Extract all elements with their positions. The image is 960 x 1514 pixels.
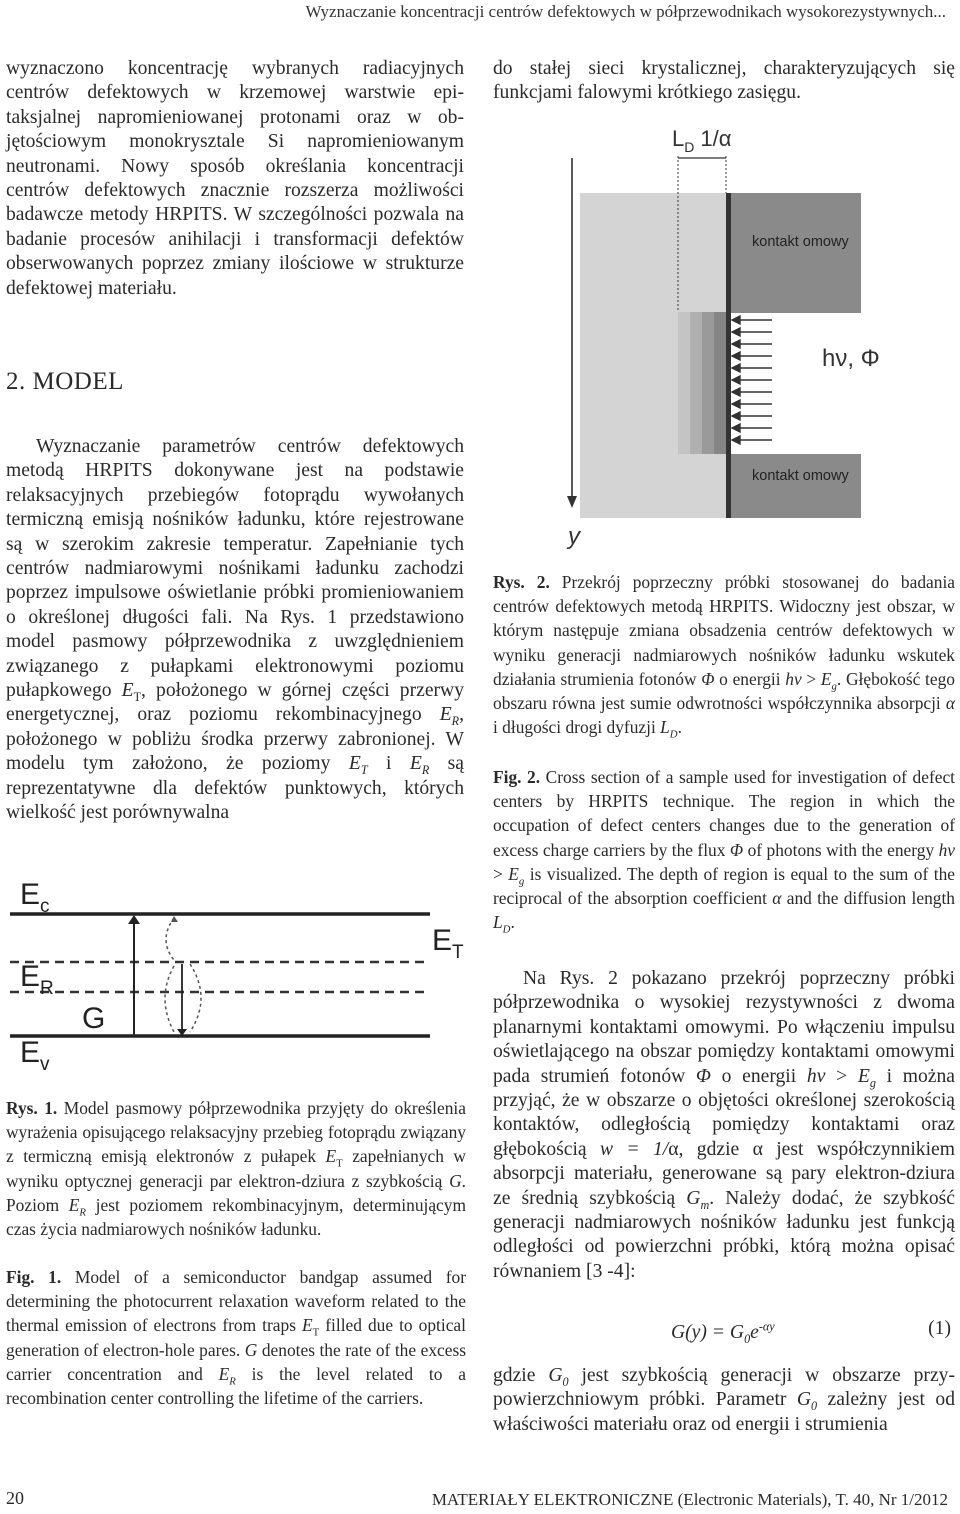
- emission-path-left: [166, 918, 174, 960]
- ec-label: $E_c$: [20, 880, 50, 917]
- left-intro-paragraph: wyznaczono koncentrację wybranych radiacyjnych centrów defektowych w krzemowej warstwie epitaksjalnej napromieniowanej protonami oraz w objętościowym monokrysztale Si napromieniowanym neutronami. Nowy sposób określania koncentracji centrów defektowych znacznie rozszerza możliwości badawcze metody HRPITS. W szczególności pozwala na badanie procesów anihilacji i transformacji defektów obserwowanych poprzez zmiany ilościowe w strukturze defektowej materiału.: [6, 58, 464, 299]
- emission-path-right: [190, 964, 201, 1032]
- et-label: $E_T$: [432, 924, 464, 963]
- right-paragraph-2: Na Rys. 2 pokazano przekrój poprzeczny próbki półprzewodnika o wysokiej rezystywności z dwoma planarnymi kontaktami omowymi. Po włączeniu impulsu oświetlającego na obszar pomiędzy kontaktami omowymi pada strumień fotonów Φ o energii $h\nu > E_g$ i można przyjąć, że w obszarze o objętości określonej szerokością kontaktów, odległością pomiędzy kontaktami oraz głębokością w = 1/α, gdzie α jest współczynnikiem absorpcji materiału, generowane są pary elektron-dziura ze średnią szybkością $G_m$. Należy dodać, że szybkość generacji nadmiarowych nośników ładunku jest funkcją odległości od powierzchni próbki, którą można opisać równaniem [3 -4]:: [493, 968, 955, 1282]
- equation-body: $G(y) = G_0e^{-\alpha y}$: [671, 1319, 775, 1346]
- right-intro-paragraph: do stałej sieci krystalicznej, charakteryzujących się funkcjami falowymi krótkiego zasięgu.: [493, 58, 955, 104]
- photon-arrows: [732, 316, 772, 444]
- fig1-caption-pl: Rys. 1. Model pasmowy półprzewodnika przyjęty do określenia wyrażenia opisującego relaksacyjny przebieg fotoprądu związany z termiczną emisją elektronów z pułapek $E_T$ zapełnianych w wyniku optycznej generacji par elektron-dziura z szybkością G. Poziom $E_R$ jest poziomem rekombinacyjnym, determinującym czas życia nadmiarowych nośników ładunku.: [6, 1098, 467, 1240]
- generation-arrowhead: [128, 915, 140, 924]
- right-paragraph-3: gdzie $G_0$ jest szybkością generacji w obszarze przypowierzchniowym próbki. Parametr $G_0$ zależny jest od właściwości materiału oraz od energii i strumienia: [493, 1365, 956, 1435]
- band-diagram-figure: [6, 880, 476, 1080]
- fig1-caption-en: Fig. 1. Model of a semiconductor bandgap assumed for determining the photocurrent relaxation waveform related to the thermal emission of electrons from traps $E_T$ filled due to optical generation of electron-hole pares. G denotes the rate of the excess carrier concentration and $E_R$ is the level related to a recombination center controlling the lifetime of the carriers.: [6, 1267, 466, 1409]
- top-contact-label: kontakt omowy: [752, 234, 849, 250]
- illuminated-region-4: [714, 312, 726, 454]
- y-axis-label: y: [568, 523, 580, 550]
- er-label: $E_R$: [20, 960, 54, 999]
- running-header: Wyznaczanie koncentracji centrów defektowych w półprzewodnikach wysokorezystywnych...: [305, 2, 946, 21]
- journal-footer: MATERIAŁY ELEKTRONICZNE (Electronic Materials), T. 40, Nr 1/2012: [431, 1490, 948, 1509]
- equation-number: (1): [928, 1318, 951, 1339]
- sample-edge: [726, 193, 731, 518]
- fig2-caption-pl: Rys. 2. Przekrój poprzeczny próbki stosowanej do badania centrów defektowych metodą HRPITS. Widoczny jest obszar, w którym następuje zmiana obsadzenia centrów defektowych w wyniku generacji nadmiarowych nośników ładunku wskutek działania strumienia fotonów Φ o energii $h\nu > E_g$. Głębokość tego obszaru równa jest sumie odwrotności współczynnika absorpcji α i długości drogi dyfuzji $L_D$.: [493, 572, 956, 741]
- bottom-contact-label: kontakt omowy: [752, 468, 849, 484]
- fig2-caption-en: Fig. 2. Cross section of a sample used for investigation of defect centers by HRPITS technique. The region in which the occupation of defect centers changes due to the generation of excess charge carriers by the flux Φ of photons with the energy $h\nu > E_g$ is visualized. The depth of region is equal to the sum of the reciprocal of the absorption coefficient α and the diffusion length $L_D$.: [493, 767, 956, 936]
- emission-path-mid: [165, 966, 174, 1032]
- ev-label: $E_v$: [20, 1036, 50, 1075]
- section-title: 2. MODEL: [6, 368, 124, 395]
- model-paragraph: Wyznaczanie parametrów centrów defektowych metodą HRPITS dokonywane jest na podstawie relaksacyjnych przebiegów fotoprądu wywołanych termiczną emisją nośników ładunku, które rejestrowane są w szerokim zakresie temperatur. Zapełnianie tych centrów nadmiarowymi nośnikami ładunku zachodzi poprzez impulsowe oświetlanie próbki promieniowaniem o określonej długości fali. Na Rys. 1 przedstawiono model pasmowy półprzewodnika z uwzględnieniem związanego z pułapkami elektronowymi poziomu pułapkowego $E_T$, położonego w górnej części przerwy energetycznej, oraz poziomu rekombinacyjnego $E_R$, położonego w pobliżu środka przerwy zabronionej. W modelu tym założono, że poziomy $E_T$ i $E_R$ są reprezentatywne dla defektów punktowych, których wielkość jest porównywalna: [6, 436, 464, 824]
- top-contact: [731, 193, 861, 313]
- photon-flux-label: hν, Φ: [822, 345, 880, 372]
- bottom-contact: [731, 454, 861, 518]
- illuminated-region-1: [678, 312, 690, 454]
- illuminated-region-3: [702, 312, 714, 454]
- equation-1: [493, 1318, 955, 1348]
- illuminated-region-2: [690, 312, 702, 454]
- g-label: G: [82, 1002, 106, 1035]
- emission-arrowhead-1: [171, 916, 178, 922]
- y-axis-arrowhead: [567, 496, 577, 508]
- sample-cross-section-figure: [560, 118, 900, 558]
- ld-alpha-label: $L_D$ 1/α: [672, 126, 732, 155]
- page-number: 20: [6, 1488, 24, 1508]
